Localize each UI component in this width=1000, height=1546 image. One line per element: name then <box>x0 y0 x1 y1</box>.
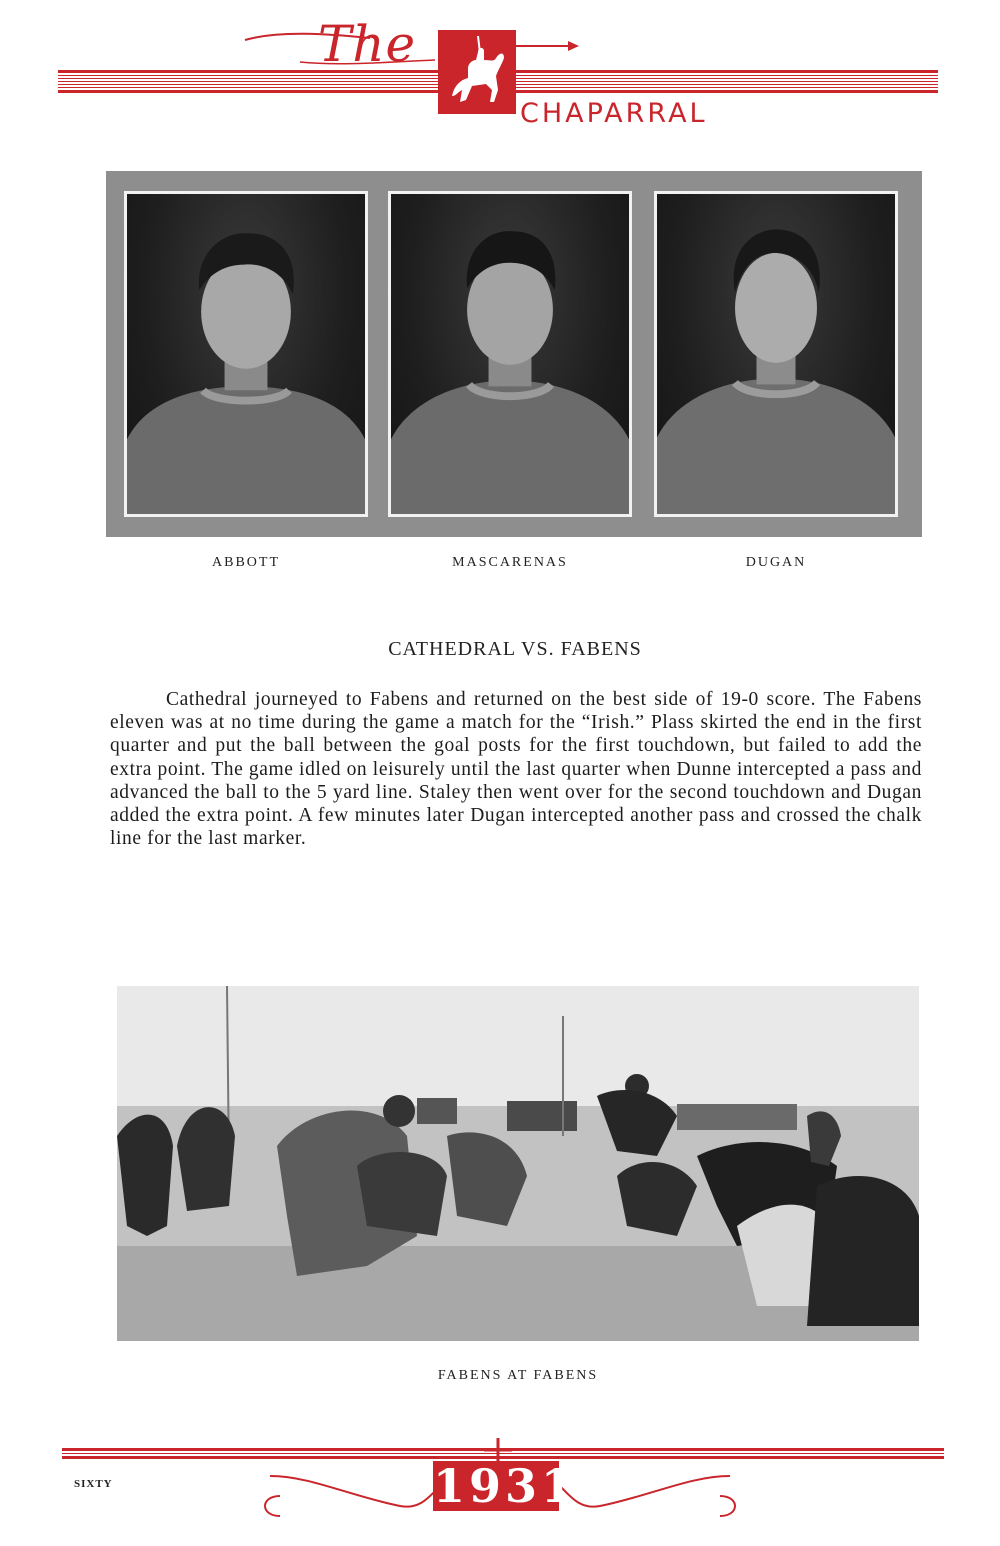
portrait-photo <box>124 191 368 517</box>
masthead-script-title: The <box>318 15 417 73</box>
year-label: 1931 <box>433 1459 578 1513</box>
lance-flourish <box>516 38 580 54</box>
portrait-photo <box>654 191 898 517</box>
portrait-caption: MASCARENAS <box>452 555 568 570</box>
photo-caption: FABENS AT FABENS <box>437 1368 599 1383</box>
portrait-panel <box>106 171 922 537</box>
portrait-caption: DUGAN <box>745 555 807 570</box>
portrait-caption: ABBOTT <box>212 555 280 570</box>
portrait-photo <box>388 191 632 517</box>
football-action-photo <box>117 986 919 1341</box>
horse-and-rider-emblem-icon <box>438 30 516 114</box>
masthead-title: CHAPARRAL <box>520 98 708 129</box>
article-headline: CATHEDRAL VS. FABENS <box>388 638 642 660</box>
article-body: Cathedral journeyed to Fabens and returned on the best side of 19-0 score. The Fabens eleven was at no time during the game a match for the “Irish.” Plass skirted the end in the first quarter and put the ball between the goal posts for the first touchdown, but failed to add the extra point. The game idled on leisurely until the last quarter when Dunne intercepted a pass and advanced the ball to the 5 yard line. Staley then went over for the second touchdown and Dugan added the extra point. A few minutes later Dugan intercepted another pass and crossed the chalk line for the last marker. <box>110 689 922 850</box>
page-number: SIXTY <box>74 1478 113 1490</box>
